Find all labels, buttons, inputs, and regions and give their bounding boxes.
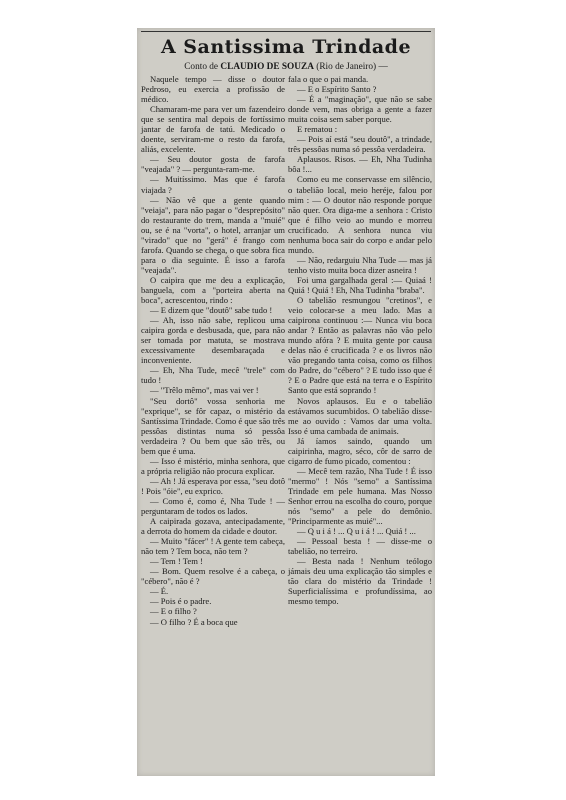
paragraph: — Não vê que a gente quando "veiaja", para não pagar o "desprepósito" do restaurante do trem, manda a "muié" ou, se é na "vorta", o hotel, arranjar um "virado" que no "gerá" é frango com farofa. Quando se chega, o que sobra fica para o dia seguinte. É isso a farofa "veajada". (141, 194, 285, 275)
paragraph: O caipira que me deu a explicação, banguela, com a "porteira aberta na boca", acrescentou, rindo : (141, 274, 285, 306)
article-byline (141, 62, 431, 72)
paragraph: — Eh, Nha Tude, mecê "trele" com tudo ! (141, 365, 285, 386)
paragraph: — Mecê tem razão, Nha Tude ! É isso "mermo" ! Nós "semo" a Santíssima Trindade em pele humana. Mas Nosso Senhor errou na escolha do couro, porque nós "semo" a pele do demônio. "Principarmente as muié"... (288, 465, 432, 527)
paragraph: Já íamos saindo, quando um caipirinha, magro, séco, côr de sarro de cigarro de fumo picado, comentou : (288, 435, 432, 466)
paragraph: — Ah ! Já esperava por essa, "seu dotô ! Pois "óie", eu exprico. (141, 475, 285, 496)
newspaper-clipping (137, 28, 435, 776)
author-name: CLAUDIO DE SOUZA (220, 62, 314, 72)
paragraph: — Como é, como é, Nha Tude ! — perguntaram de todos os lados. (141, 495, 285, 517)
paragraph: Naquele tempo — disse o doutor Pedroso, eu exercia a profissão de médico. (141, 74, 285, 105)
paragraph: — E o Espírito Santo ? (297, 84, 377, 95)
paragraph: — Muitíssimo. Mas que é farofa viajada ? (141, 174, 285, 195)
paragraph: — Pessoal besta ! — disse-me o tabelião, no terreiro. (288, 536, 432, 557)
paragraph: — Pois é o padre. (150, 596, 212, 607)
paragraph: — Muito "fácer" ! A gente tem cabeça, não tem ? Tem boca, não tem ? (141, 536, 285, 557)
paragraph: — Tem ! Tem ! (150, 556, 203, 567)
paragraph: — "Trêlo mêmo", mas vai ver ! (150, 385, 259, 396)
paragraph: E rematou : (297, 124, 338, 135)
paragraph: — Pois aí está "seu doutô", a trindade, três pessôas numa só pessôa verdadeira. (288, 134, 432, 155)
author-origin: (Rio de Janeiro) — (316, 62, 388, 72)
paragraph: — Seu doutor gosta de farofa "veajada" ? — pergunta-ram-me. (141, 154, 285, 175)
paragraph: — Q u i á ! ... Q u i á ! ... Quiá ! ... (297, 526, 416, 537)
paragraph: Como eu me conservasse em silêncio, o tabelião local, meio heréje, falou por mim : — O doutor não responde porque não quer. Ora diga-me a senhora : Cristo que é filho veio ao mundo e morreu crucificado. A senhora nunca viu nenhuma boca sair do corpo e andar pelo mundo. (288, 174, 432, 255)
paragraph: Foi uma gargalhada geral :— Quiaá ! Quiá ! Quiá ! Eh, Nha Tudinha "braba". (288, 274, 432, 295)
paragraph: — É a "maginação", que não se sabe donde vem, mas obriga a gente a fazer muita coisa sem saber porque. (288, 94, 432, 125)
right-column (288, 74, 432, 606)
paragraph: Chamaram-me para ver um fazendeiro que se sentira mal depois de fortíssimo jantar de farofa de tatú. Medicado o doente, serviram-me o resto da farofa, aliás, excelente. (141, 104, 285, 155)
paragraph: O tabelião resmungou "cretinos", e veio colocar-se a meu lado. Mas a caipirona continuou :— Nunca viu boca andar ? Então as palavras não vão pelo mundo afóra ? E muita gente por causa delas não é crucificada ? e os livros não vão pregando tanta coisa, como os filhos do Padre, do "cébero" ? E tudo isso que é ? E o Padre que está na terra e o Espírito Santo que está soprando ! (288, 295, 432, 396)
left-column (141, 74, 285, 627)
paragraph: — Besta nada ! Nenhum teólogo jámais deu uma explicação tão simples e tão clara do mistério da Trindade ! Superficialíssima e profundíssima, ao mesmo tempo. (288, 556, 432, 607)
paragraph: — O filho ? É a boca que (150, 616, 238, 627)
paragraph: — É. (150, 586, 169, 597)
paragraph: — Ah, isso não sabe, replicou uma caipira gorda e desbusada, que, para não ser tomada por matuta, se mostrava excessivamente desembaraçada e inconveniente. (141, 315, 285, 366)
paragraph: Novos aplausos. Eu e o tabelião estávamos sucumbidos. O tabelião disse-me ao ouvido : Vamos dar uma volta. Isso é uma cambada de animais. (288, 395, 432, 436)
paragraph: — E dizem que "doutô" sabe tudo ! (150, 305, 273, 316)
paragraph: Aplausos. Risos. — Eh, Nha Tudinha bôa !... (288, 154, 432, 175)
paragraph: A caipirada gozava, antecipadamente, a derrota do homem da cidade e doutor. (141, 516, 285, 537)
byline-prefix: Conto de (184, 62, 219, 72)
paragraph: fala o que o pai manda. (288, 74, 369, 84)
paragraph: "Seu dortô" vossa senhoria me "exprique", se fôr capaz, o mistério da Santíssima Trindade. Como é que são três pessôas distintas numa só pessôa verdadeira ? Ou bem que são três, ou bem que é uma. (141, 395, 285, 456)
article-title: A Santissima Trindade (160, 36, 412, 58)
paragraph: — Isso é mistério, minha senhora, que a própria religião não procura explicar. (141, 455, 285, 476)
paragraph: — Não, redarguiu Nha Tude — mas já tenho visto muita boca dizer asneira ! (288, 254, 432, 275)
top-rule (141, 31, 431, 32)
paragraph: — Bom. Quem resolve é a cabeça, o "cébero", não é ? (141, 566, 285, 587)
paragraph: — E o filho ? (150, 606, 197, 617)
